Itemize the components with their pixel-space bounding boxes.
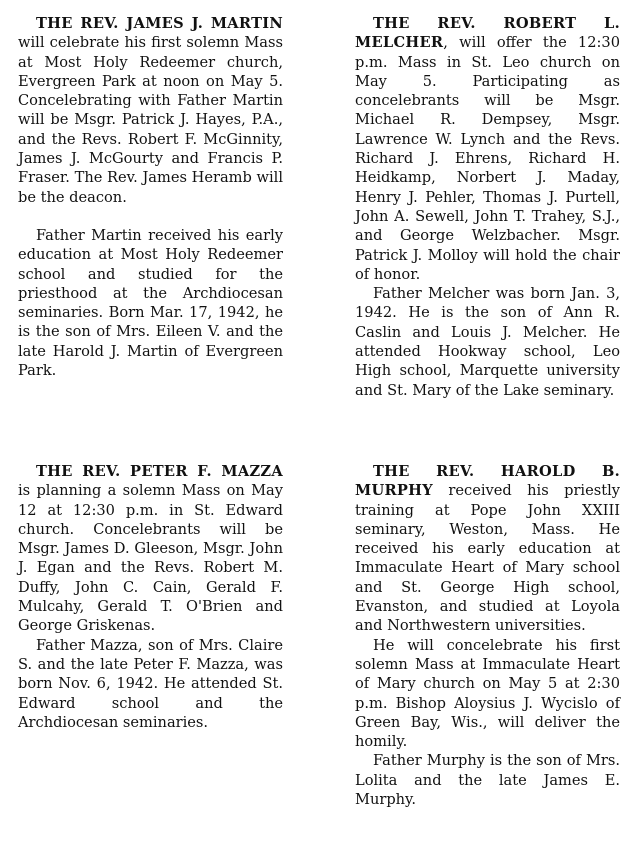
- paragraph: [18, 14, 283, 207]
- paragraph: [355, 14, 620, 284]
- paragraph: [355, 462, 620, 636]
- paragraph-text: will celebrate his first solemn Mass at Most Holy Redeemer church, Evergreen Park at noon on May 5. Concelebrating with Father Martin will be Msgr. Patrick J. Hayes, P.A., and the Revs. Robert F. McGinnity, James J. McGourty and Francis P. Fraser. The Rev. James Heramb will be the deacon.: [18, 34, 283, 206]
- article-mazza: [18, 462, 283, 732]
- paragraph-text: received his priestly training at Pope John XXIII seminary, Weston, Mass. He received his early education at Immaculate Heart of Mary school and St. George High school, Evanston, and studied at Loyola and Northwestern universities.: [355, 482, 620, 635]
- priest-name: THE REV. HAROLD B. MURPHY: [355, 463, 620, 500]
- paragraph-text: He will concelebrate his first solemn Mass at Immaculate Heart of Mary church on May 5 at 2:30 p.m. Bishop Aloysius J. Wycislo of Green Bay, Wis., will deliver the homily.: [355, 636, 620, 751]
- paragraph-text: , will offer the 12:30 p.m. Mass in St. Leo church on May 5. Participating as concelebrants will be Msgr. Michael R. Dempsey, Msgr. Lawrence W. Lynch and the Revs. Richard J. Ehrens, Richard H. Heidkamp, Norbert J. Maday, Henry J. Pehler, Thomas J. Purtell, John A. Sewell, John T. Trahey, S.J., and George Welzbacher. Msgr. Patrick J. Molloy will hold the chair of honor.: [355, 34, 620, 283]
- priest-name: THE REV. ROBERT L. MELCHER: [355, 15, 620, 52]
- priest-name: THE REV. PETER F. MAZZA: [36, 463, 283, 480]
- paragraph-text: is planning a solemn Mass on May 12 at 12:30 p.m. in St. Edward church. Concelebrants will be Msgr. James D. Gleeson, Msgr. John J. Egan and the Revs. Robert M. Duffy, John C. Cain, Gerald F. Mulcahy, Gerald T. O'Brien and George Griskenas.: [18, 482, 283, 635]
- article-melcher: [355, 14, 620, 400]
- article-martin: [18, 14, 283, 380]
- paragraph: [18, 462, 283, 636]
- article-murphy: [355, 462, 620, 809]
- paragraph-text: Father Mazza, son of Mrs. Claire S. and the late Peter F. Mazza, was born Nov. 6, 1942. He attended St. Edward school and the Archdiocesan seminaries.: [18, 636, 283, 731]
- priest-name: THE REV. JAMES J. MARTIN: [36, 15, 283, 32]
- paragraph-text: Father Melcher was born Jan. 3, 1942. He is the son of Ann R. Caslin and Louis J. Melcher. He attended Hookway school, Leo High school, Marquette university and St. Mary of the Lake seminary.: [355, 285, 620, 399]
- paragraph-text: Father Martin received his early education at Most Holy Redeemer school and studied for the priesthood at the Archdiocesan seminaries. Born Mar. 17, 1942, he is the son of Mrs. Eileen V. and the late Harold J. Martin of Evergreen Park.: [18, 226, 283, 380]
- paragraph-text: Father Murphy is the son of Mrs. Lolita and the late James E. Murphy.: [355, 752, 620, 809]
